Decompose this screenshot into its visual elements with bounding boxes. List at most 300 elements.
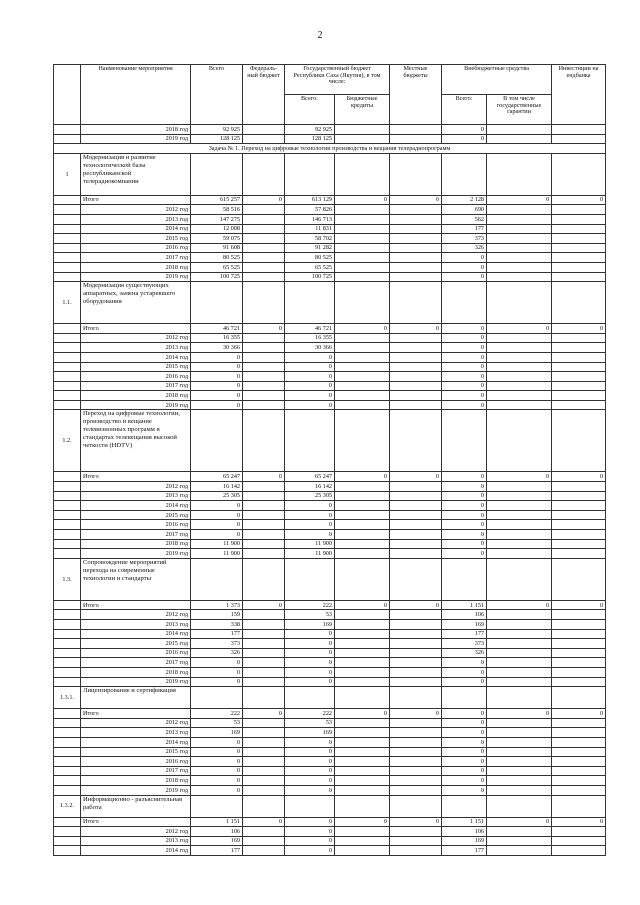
activity-name: Сопровождение мероприятий перехода на современные технологии и стандарты xyxy=(81,558,191,600)
year-label: 2015 год xyxy=(81,510,191,520)
empty-cell xyxy=(335,827,390,837)
empty-cell xyxy=(54,667,81,677)
empty-cell xyxy=(552,205,606,215)
empty-cell xyxy=(335,224,390,234)
empty-cell xyxy=(243,243,285,253)
empty-cell xyxy=(285,558,335,600)
empty-cell xyxy=(442,410,487,472)
year-row xyxy=(54,677,606,687)
empty-cell xyxy=(335,836,390,846)
value-off: 0 xyxy=(442,728,487,738)
empty-cell xyxy=(552,520,606,530)
empty-cell xyxy=(335,658,390,668)
empty-cell xyxy=(487,747,552,757)
empty-cell xyxy=(54,234,81,244)
value-state: 11 900 xyxy=(285,539,335,549)
value-total: 0 xyxy=(191,737,243,747)
empty-cell xyxy=(54,709,81,719)
year-label: 2015 год xyxy=(81,747,191,757)
empty-cell xyxy=(487,343,552,353)
year-row xyxy=(54,272,606,282)
empty-cell xyxy=(487,639,552,649)
value-off: 0 xyxy=(442,343,487,353)
empty-cell xyxy=(390,737,442,747)
empty-cell xyxy=(390,400,442,410)
value-off: 0 xyxy=(442,766,487,776)
value-state: 30 366 xyxy=(285,343,335,353)
year-label: 2014 год xyxy=(81,352,191,362)
empty-cell xyxy=(552,795,606,817)
year-row xyxy=(54,539,606,549)
empty-cell xyxy=(54,600,81,610)
empty-cell xyxy=(487,501,552,511)
value-off: 106 xyxy=(442,610,487,620)
value-inv: 0 xyxy=(552,324,606,334)
empty-cell xyxy=(442,153,487,195)
value-total: 177 xyxy=(191,846,243,856)
activity-code: 1.3.2. xyxy=(54,795,81,817)
year-row xyxy=(54,718,606,728)
empty-cell xyxy=(390,687,442,709)
value-state: 25 305 xyxy=(285,491,335,501)
empty-cell xyxy=(487,846,552,856)
empty-cell xyxy=(390,795,442,817)
total-row xyxy=(54,817,606,827)
empty-cell xyxy=(390,243,442,253)
total-row xyxy=(54,324,606,334)
year-label: 2014 год xyxy=(81,737,191,747)
header-federal: Федераль-ный бюджет xyxy=(243,65,285,125)
empty-cell xyxy=(54,728,81,738)
value-state: 0 xyxy=(285,766,335,776)
empty-cell xyxy=(243,766,285,776)
empty-cell xyxy=(243,520,285,530)
empty-cell xyxy=(390,372,442,382)
empty-cell xyxy=(487,282,552,324)
year-row xyxy=(54,343,606,353)
year-row xyxy=(54,530,606,540)
value-inv: 0 xyxy=(552,709,606,719)
value-state: 0 xyxy=(285,846,335,856)
empty-cell xyxy=(390,836,442,846)
empty-cell xyxy=(54,846,81,856)
value-state: 0 xyxy=(285,510,335,520)
value-total: 0 xyxy=(191,381,243,391)
empty-cell xyxy=(335,362,390,372)
empty-cell xyxy=(390,234,442,244)
value-total: 16 142 xyxy=(191,482,243,492)
value-total: 0 xyxy=(191,776,243,786)
empty-cell xyxy=(243,610,285,620)
value-state: 100 725 xyxy=(285,272,335,282)
activity-title-row xyxy=(54,558,606,600)
empty-cell xyxy=(487,272,552,282)
empty-cell xyxy=(390,501,442,511)
empty-cell xyxy=(335,728,390,738)
value-off: 0 xyxy=(442,530,487,540)
empty-cell xyxy=(487,153,552,195)
value-state: 11 900 xyxy=(285,549,335,559)
empty-cell xyxy=(54,827,81,837)
total-label: Итого xyxy=(81,195,191,205)
empty-cell xyxy=(243,648,285,658)
year-row xyxy=(54,757,606,767)
value-state: 65 247 xyxy=(285,472,335,482)
year-row xyxy=(54,520,606,530)
value-off: 0 xyxy=(442,747,487,757)
year-label: 2014 год xyxy=(81,224,191,234)
empty-cell xyxy=(390,253,442,263)
empty-cell xyxy=(487,795,552,817)
value-state: 169 xyxy=(285,620,335,630)
empty-cell xyxy=(191,687,243,709)
year-row xyxy=(54,243,606,253)
header-total: Всего xyxy=(191,65,243,125)
year-row xyxy=(54,510,606,520)
empty-cell xyxy=(552,687,606,709)
year-label: 2019 год xyxy=(81,785,191,795)
empty-cell xyxy=(285,153,335,195)
empty-cell xyxy=(335,766,390,776)
empty-cell xyxy=(487,558,552,600)
activity-code: 1.1. xyxy=(54,282,81,324)
year-row xyxy=(54,827,606,837)
empty-cell xyxy=(335,491,390,501)
activity-title-row xyxy=(54,282,606,324)
value-state: 0 xyxy=(285,391,335,401)
empty-cell xyxy=(243,728,285,738)
value-total: 0 xyxy=(191,747,243,757)
empty-cell xyxy=(390,747,442,757)
empty-cell xyxy=(243,381,285,391)
empty-cell xyxy=(335,125,390,135)
value-total: 12 008 xyxy=(191,224,243,234)
value-off: 0 xyxy=(442,491,487,501)
year-row xyxy=(54,134,606,144)
year-label: 2015 год xyxy=(81,362,191,372)
empty-cell xyxy=(552,381,606,391)
empty-cell xyxy=(487,243,552,253)
value-total: 0 xyxy=(191,658,243,668)
empty-cell xyxy=(552,785,606,795)
year-label: 2016 год xyxy=(81,648,191,658)
value-total: 169 xyxy=(191,728,243,738)
empty-cell xyxy=(243,125,285,135)
header-offbudget: Внебюджетные средства xyxy=(442,65,552,95)
value-state: 169 xyxy=(285,728,335,738)
empty-cell xyxy=(390,343,442,353)
empty-cell xyxy=(54,620,81,630)
value-state: 80 525 xyxy=(285,253,335,263)
value-total: 0 xyxy=(191,501,243,511)
value-state: 0 xyxy=(285,501,335,511)
year-row xyxy=(54,620,606,630)
year-row xyxy=(54,610,606,620)
empty-cell xyxy=(243,491,285,501)
year-label: 2016 год xyxy=(81,372,191,382)
value-fed: 0 xyxy=(243,600,285,610)
empty-cell xyxy=(243,343,285,353)
year-label: 2012 год xyxy=(81,718,191,728)
empty-cell xyxy=(552,610,606,620)
empty-cell xyxy=(552,658,606,668)
value-off: 177 xyxy=(442,846,487,856)
value-state: 0 xyxy=(285,836,335,846)
empty-cell xyxy=(390,639,442,649)
empty-cell xyxy=(54,400,81,410)
empty-cell xyxy=(552,272,606,282)
empty-cell xyxy=(552,234,606,244)
value-inv: 0 xyxy=(552,472,606,482)
value-state: 0 xyxy=(285,757,335,767)
value-off: 0 xyxy=(442,709,487,719)
value-off: 0 xyxy=(442,333,487,343)
empty-cell xyxy=(243,827,285,837)
value-off: 0 xyxy=(442,472,487,482)
year-row xyxy=(54,482,606,492)
empty-cell xyxy=(54,195,81,205)
empty-cell xyxy=(243,558,285,600)
empty-cell xyxy=(335,205,390,215)
empty-cell xyxy=(243,785,285,795)
empty-cell xyxy=(54,530,81,540)
year-label: 2019 год xyxy=(81,134,191,144)
value-off: 0 xyxy=(442,549,487,559)
value-off: 562 xyxy=(442,214,487,224)
year-label: 2019 год xyxy=(81,272,191,282)
value-total: 0 xyxy=(191,372,243,382)
empty-cell xyxy=(335,785,390,795)
empty-cell xyxy=(390,205,442,215)
empty-cell xyxy=(335,153,390,195)
task-row xyxy=(54,144,606,154)
empty-cell xyxy=(54,785,81,795)
empty-cell xyxy=(54,391,81,401)
year-label: 2016 год xyxy=(81,243,191,253)
empty-cell xyxy=(552,343,606,353)
empty-cell xyxy=(487,539,552,549)
value-guar: 0 xyxy=(487,324,552,334)
task-title: Задача № 1. Переход на цифровые технологии производства и вещания телерадиопрограмм xyxy=(54,144,606,154)
value-state: 0 xyxy=(285,747,335,757)
table-header xyxy=(54,65,606,125)
activity-name: Модернизация и развитие технологической базы республиканской телерадиокомпании xyxy=(81,153,191,195)
empty-cell xyxy=(54,253,81,263)
empty-cell xyxy=(335,400,390,410)
empty-cell xyxy=(54,757,81,767)
year-row xyxy=(54,629,606,639)
empty-cell xyxy=(390,520,442,530)
value-off: 0 xyxy=(442,134,487,144)
total-row xyxy=(54,195,606,205)
value-state: 222 xyxy=(285,600,335,610)
empty-cell xyxy=(54,520,81,530)
empty-cell xyxy=(390,491,442,501)
empty-cell xyxy=(243,530,285,540)
value-off: 0 xyxy=(442,362,487,372)
empty-cell xyxy=(243,737,285,747)
empty-cell xyxy=(54,214,81,224)
empty-cell xyxy=(487,776,552,786)
year-label: 2012 год xyxy=(81,827,191,837)
empty-cell xyxy=(54,205,81,215)
year-label: 2017 год xyxy=(81,766,191,776)
value-credits: 0 xyxy=(335,472,390,482)
empty-cell xyxy=(54,224,81,234)
value-credits: 0 xyxy=(335,817,390,827)
value-total: 222 xyxy=(191,709,243,719)
value-total: 0 xyxy=(191,757,243,767)
empty-cell xyxy=(243,153,285,195)
value-credits: 0 xyxy=(335,709,390,719)
empty-cell xyxy=(442,558,487,600)
value-state: 222 xyxy=(285,709,335,719)
year-row xyxy=(54,491,606,501)
total-row xyxy=(54,709,606,719)
empty-cell xyxy=(552,134,606,144)
empty-cell xyxy=(243,482,285,492)
empty-cell xyxy=(243,747,285,757)
empty-cell xyxy=(390,549,442,559)
empty-cell xyxy=(552,333,606,343)
value-off: 0 xyxy=(442,253,487,263)
value-off: 177 xyxy=(442,224,487,234)
empty-cell xyxy=(552,639,606,649)
year-row xyxy=(54,214,606,224)
empty-cell xyxy=(390,482,442,492)
year-label: 2019 год xyxy=(81,549,191,559)
empty-cell xyxy=(335,282,390,324)
year-row xyxy=(54,737,606,747)
value-fed: 0 xyxy=(243,324,285,334)
activity-name: Информационно - разъяснительная работа xyxy=(81,795,191,817)
empty-cell xyxy=(54,134,81,144)
empty-cell xyxy=(243,410,285,472)
total-label: Итого xyxy=(81,709,191,719)
empty-cell xyxy=(390,510,442,520)
year-label: 2013 год xyxy=(81,343,191,353)
value-state: 0 xyxy=(285,381,335,391)
value-state: 0 xyxy=(285,737,335,747)
value-off: 0 xyxy=(442,737,487,747)
empty-cell xyxy=(335,549,390,559)
empty-cell xyxy=(243,234,285,244)
empty-cell xyxy=(552,362,606,372)
activity-code: 1.2. xyxy=(54,410,81,472)
empty-cell xyxy=(243,134,285,144)
empty-cell xyxy=(335,243,390,253)
value-total: 46 721 xyxy=(191,324,243,334)
empty-cell xyxy=(54,737,81,747)
empty-cell xyxy=(487,224,552,234)
value-off: 0 xyxy=(442,718,487,728)
value-state: 0 xyxy=(285,520,335,530)
header-local: Местные бюджеты xyxy=(390,65,442,125)
value-total: 106 xyxy=(191,827,243,837)
empty-cell xyxy=(335,795,390,817)
activity-title-row xyxy=(54,410,606,472)
empty-cell xyxy=(54,491,81,501)
empty-cell xyxy=(191,153,243,195)
empty-cell xyxy=(552,510,606,520)
value-local: 0 xyxy=(390,709,442,719)
year-label: 2012 год xyxy=(81,333,191,343)
empty-cell xyxy=(390,558,442,600)
value-off: 0 xyxy=(442,658,487,668)
value-state: 0 xyxy=(285,400,335,410)
empty-cell xyxy=(487,757,552,767)
empty-cell xyxy=(285,795,335,817)
empty-cell xyxy=(335,352,390,362)
year-label: 2012 год xyxy=(81,610,191,620)
value-total: 615 257 xyxy=(191,195,243,205)
value-state: 92 925 xyxy=(285,125,335,135)
value-guar: 0 xyxy=(487,600,552,610)
value-total: 53 xyxy=(191,718,243,728)
empty-cell xyxy=(335,234,390,244)
empty-cell xyxy=(552,352,606,362)
empty-cell xyxy=(487,400,552,410)
empty-cell xyxy=(552,530,606,540)
empty-cell xyxy=(552,282,606,324)
empty-cell xyxy=(552,629,606,639)
value-off: 169 xyxy=(442,836,487,846)
empty-cell xyxy=(54,343,81,353)
year-label: 2013 год xyxy=(81,214,191,224)
empty-cell xyxy=(335,333,390,343)
value-inv: 0 xyxy=(552,600,606,610)
value-local: 0 xyxy=(390,324,442,334)
value-total: 0 xyxy=(191,530,243,540)
empty-cell xyxy=(54,539,81,549)
year-label: 2018 год xyxy=(81,776,191,786)
value-total: 0 xyxy=(191,391,243,401)
empty-cell xyxy=(390,333,442,343)
year-row xyxy=(54,224,606,234)
empty-cell xyxy=(487,362,552,372)
empty-cell xyxy=(552,677,606,687)
empty-cell xyxy=(442,795,487,817)
empty-cell xyxy=(54,610,81,620)
empty-cell xyxy=(552,214,606,224)
value-state: 53 xyxy=(285,718,335,728)
empty-cell xyxy=(487,687,552,709)
year-label: 2019 год xyxy=(81,400,191,410)
value-total: 58 516 xyxy=(191,205,243,215)
year-row xyxy=(54,391,606,401)
empty-cell xyxy=(335,776,390,786)
empty-cell xyxy=(54,549,81,559)
year-label: 2013 год xyxy=(81,620,191,630)
activity-name: Лицензирование и сертификация xyxy=(81,687,191,709)
value-guar: 0 xyxy=(487,709,552,719)
empty-cell xyxy=(335,629,390,639)
empty-cell xyxy=(487,372,552,382)
year-label: 2019 год xyxy=(81,677,191,687)
value-state: 0 xyxy=(285,667,335,677)
header-investments: Инвестиции на ендбанка xyxy=(552,65,606,125)
year-row xyxy=(54,400,606,410)
value-total: 326 xyxy=(191,648,243,658)
value-total: 373 xyxy=(191,639,243,649)
empty-cell xyxy=(390,766,442,776)
activity-title-row xyxy=(54,795,606,817)
empty-cell xyxy=(487,253,552,263)
value-local: 0 xyxy=(390,600,442,610)
empty-cell xyxy=(191,410,243,472)
year-row xyxy=(54,648,606,658)
value-credits: 0 xyxy=(335,195,390,205)
